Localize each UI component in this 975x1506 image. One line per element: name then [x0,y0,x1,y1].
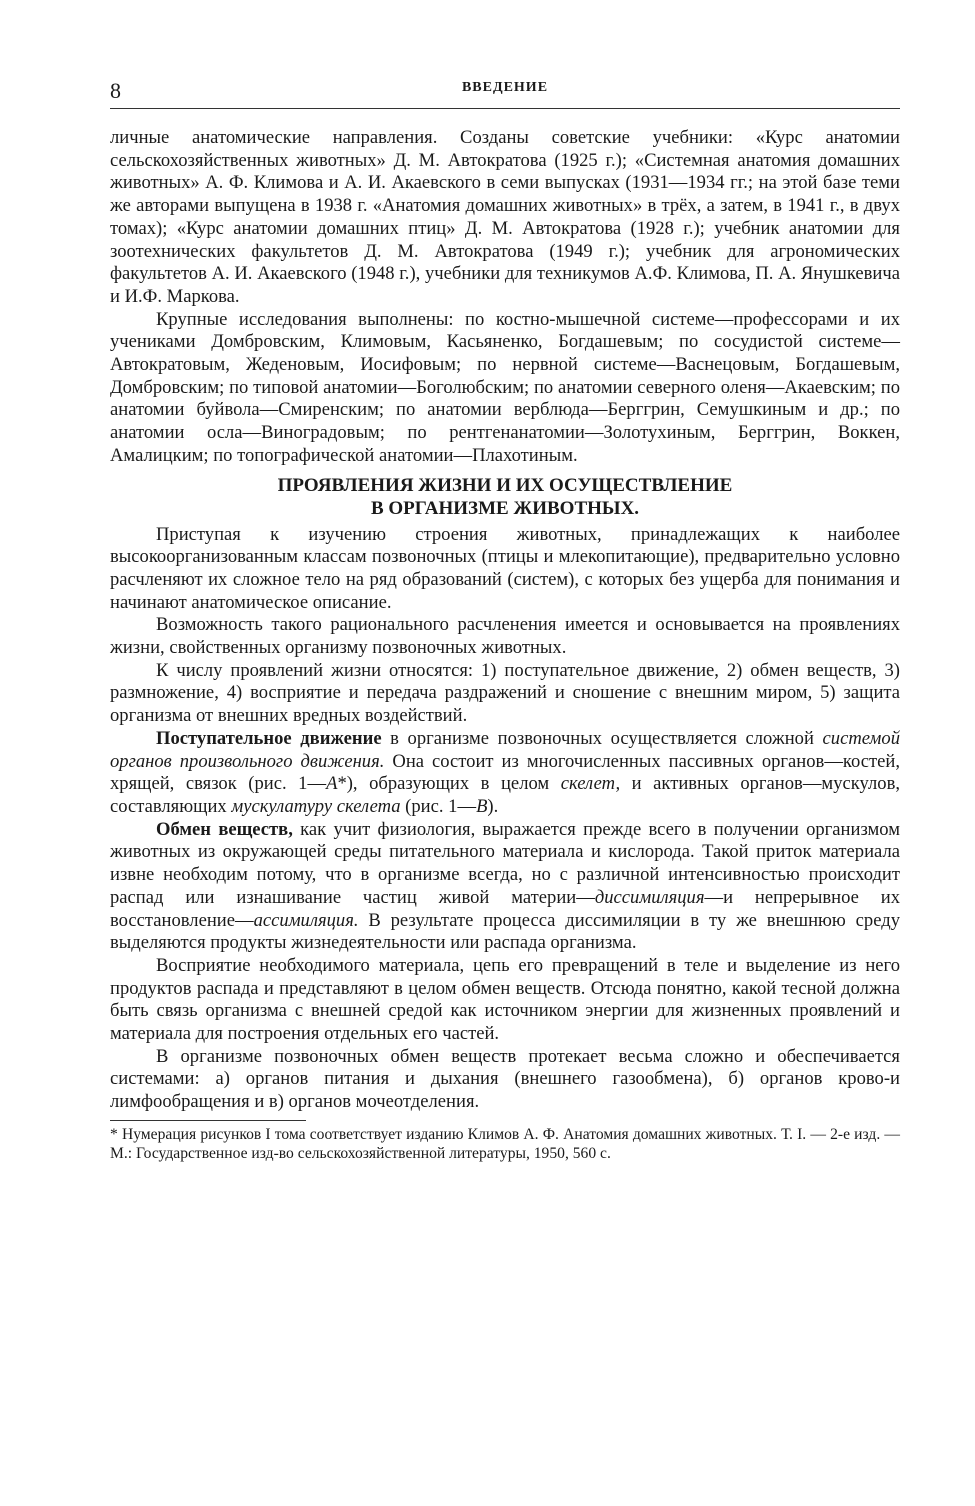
section-paragraph-4 [110,728,900,819]
text-run: как учит физиология, выражается прежде всего в получении организмом животных из окружающей среды питательного материала и кислорода. Такой приток материала извне необходим потому, что в организме всегда, но с различной интенсивностью происходит распад или изнашивание частиц живой материи— [110,818,901,908]
section-paragraph-5 [110,819,900,955]
text-run: Она состоит из многочисленных пассивных органов—костей, хрящей, связок (рис. 1— [110,750,900,795]
text-run: (рис. 1— [400,795,477,817]
term-skeletal-musculature: мускулатуру скелета [231,795,401,817]
text-run: В результате процесса диссимиляции в ту же внешнюю среду выделяются продукты жизнедеятельности или распада организма. [110,909,900,954]
term-voluntary-motion-system: системой органов произвольного движения. [110,727,900,772]
section-title [110,474,900,520]
text-run: в организме позвоночных осуществляется сложной [381,727,823,749]
running-title: ВВЕДЕНИЕ [461,80,549,95]
text-run: *), образующих в целом [337,773,561,795]
term-metabolism: Обмен веществ, [156,818,293,840]
footnote-divider [110,1120,306,1121]
footnote: * Нумерация рисунков I тома соответствует изданию Климов А. Ф. Анатомия домашних животных. Т. I. — 2-е изд. — М.: Государственное изд-во сельскохозяйственной литературы, 1950, 560 с. [110,1125,900,1162]
text-run: ). [487,795,499,817]
text-run: —и непрерывное их восстановление— [110,886,900,931]
page-header [110,70,900,109]
intro-paragraph-2: Крупные исследования выполнены: по костно-мышечной системе—профессорами и их учениками Домбровским, Климовым, Касьяненко, Богдашевым; по сосудистой системе—Автократовым, Жеденовым, Иосифовым; по нервной системе—Васнецовым, Богдашевым, Домбровским; по типовой анатомии—Боголюбским; по анатомии северного оленя—Акаевским; по анатомии буйвола—Смиренским; по анатомии верблюда—Берггрин, Семушкиным и др.; по анатомии осла—Виноградовым; по рентгенанатомии—Золотухиным, Берггрин, Воккен, Амалицким; по топографической анатомии—Плахотиным. [110,308,900,466]
section-paragraph-1: Приступая к изучению строения животных, принадлежащих к наиболее высокоорганизованным классам позвоночных (птицы и млекопитающие), предварительно условно расчленяют их сложное тело на ряд образований (систем), с которых без ущерба для понимания и начинают анатомическое описание. [110,523,900,613]
section-paragraph-6: Восприятие необходимого материала, цепь его превращений в теле и выделение из него продуктов распада и представляют в целом обмен веществ. Отсюда понятно, какой тесной должна быть связь организма с внешней средой как источником энергии для жизненных проявлений и материала для построения отдельных его частей. [110,954,900,1045]
term-dissimilation: диссимиляция [594,886,705,908]
figure-ref-b: В [476,795,488,817]
section-title-line-1: ПРОЯВЛЕНИЯ ЖИЗНИ И ИХ ОСУЩЕСТВЛЕНИЕ [277,474,733,496]
intro-paragraph-1: личные анатомические направления. Созданы советские учебники: «Курс анатомии сельскохозяйственных животных» Д. М. Автократова (1925 г.); «Системная анатомия домашних животных» А. Ф. Климова и А. И. Акаевского в семи выпусках (1931—1934 гг.; на этой базе теми же авторами выпущена в 1938 г. «Анатомия домашних животных» в трёх, а затем, в 1941 г., в двух томах); «Курс анатомии домашних птиц» Д. М. Автократова (1928 г.); учебник анатомии для зоотехнических факультетов Д. М. Автократова (1949 г.); учебник для агрономических факультетов А. И. Акаевского (1948 г.), учебники для техникумов А.Ф. Климова, П. А. Янушкевича и И.Ф. Маркова. [110,127,900,307]
page-number: 8 [110,78,121,103]
term-locomotion: Поступательное движение [156,727,382,749]
section-paragraph-3: К числу проявлений жизни относятся: 1) поступательное движение, 2) обмен веществ, 3) размножение, 4) восприятие и передача раздражений и сношение с внешним миром, 5) защита организма от внешних вредных воздействий. [110,659,900,727]
term-assimilation: ассимиляция. [253,909,359,931]
figure-ref-a: А [326,773,338,795]
term-skeleton: скелет, [560,773,621,795]
section-title-line-2: В ОРГАНИЗМЕ ЖИВОТНЫХ. [370,497,640,519]
section-paragraph-2: Возможность такого рационального расчленения имеется и основывается на проявлениях жизни, свойственных организму позвоночных животных. [110,614,900,659]
section-paragraph-7: В организме позвоночных обмен веществ протекает весьма сложно и обеспечивается системами: а) органов питания и дыхания (внешнего газообмена), б) органов крово-и лимфообращения и в) органов мочеотделения. [110,1045,900,1113]
text-run: и активных органов—мускулов, составляющих [110,773,900,817]
body-text [110,127,900,1163]
book-page [110,70,900,1163]
